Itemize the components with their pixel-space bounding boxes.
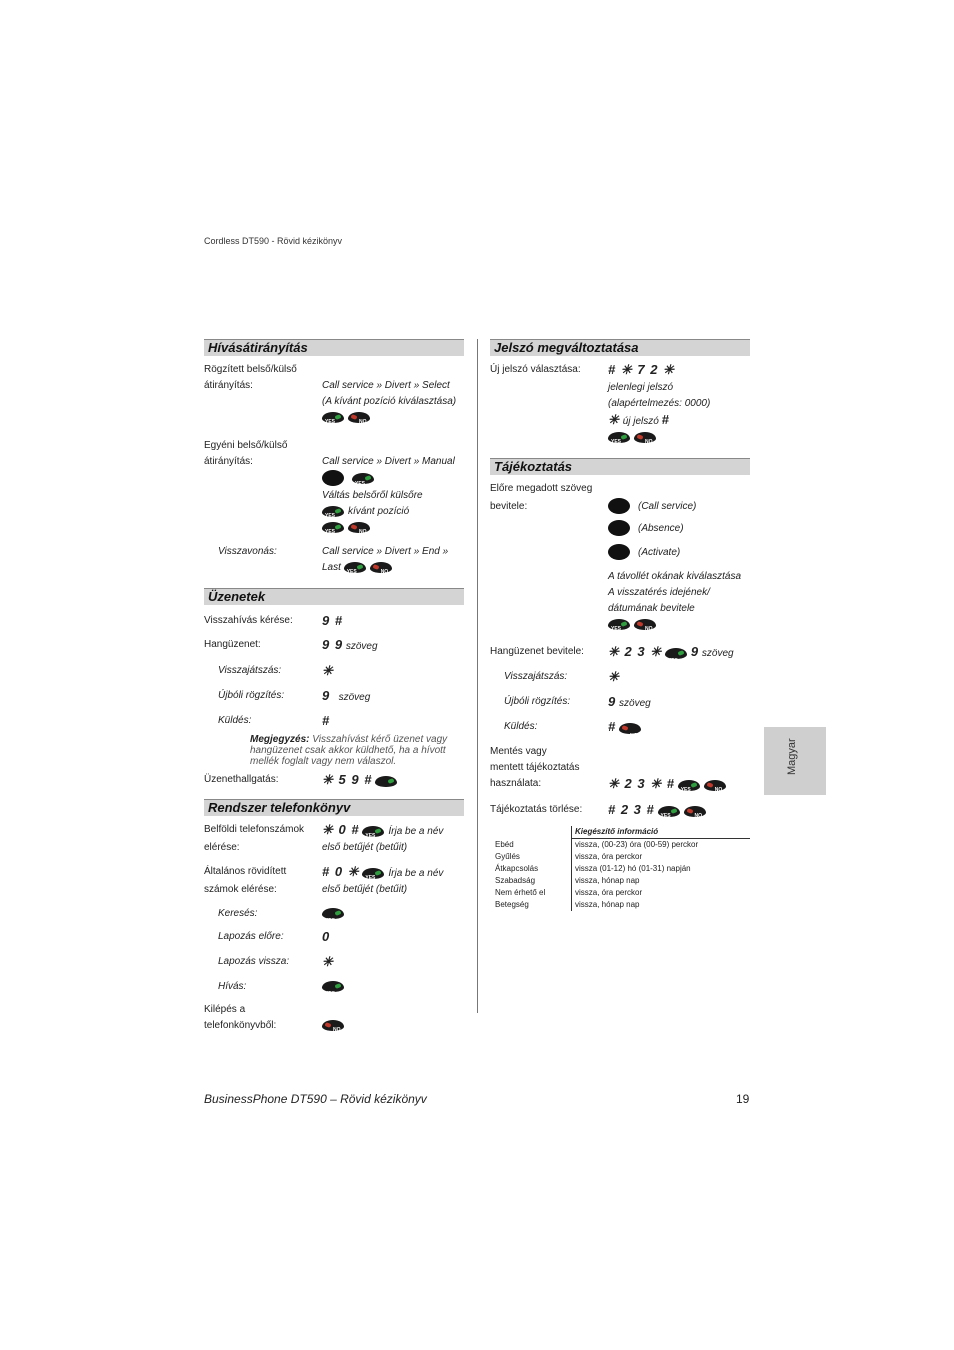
key-sequence: ✳ xyxy=(322,954,334,969)
table-cell: vissza, hónap nap xyxy=(575,876,640,885)
label: Hangüzenet bevitele: xyxy=(490,646,584,657)
label: Hívás: xyxy=(218,981,247,992)
yes-key-icon: YES xyxy=(352,473,374,484)
label: Küldés: xyxy=(504,721,538,732)
no-key-icon: NO xyxy=(370,562,392,573)
key-sequence: ✳ xyxy=(608,412,620,427)
value: Last xyxy=(322,562,341,573)
footer-title: BusinessPhone DT590 – Rövid kézikönyv xyxy=(204,1092,427,1106)
yes-key-icon: YES xyxy=(322,412,344,423)
label: Tájékoztatás törlése: xyxy=(490,804,583,815)
value: kívánt pozíció xyxy=(348,506,410,517)
yes-key-icon: YES xyxy=(678,780,700,791)
running-header: Cordless DT590 - Rövid kézikönyv xyxy=(204,236,343,246)
value: első betűjét (betűit) xyxy=(322,884,408,895)
label: mentett tájékoztatás xyxy=(490,762,580,773)
key-sequence: # 0 ✳ xyxy=(322,864,360,879)
table-cell: vissza, hónap nap xyxy=(575,900,640,909)
yes-key-icon: YES xyxy=(322,522,344,533)
key-sequence: ✳ 2 3 ✳ xyxy=(608,644,663,659)
key-sequence: ✳ 0 # xyxy=(322,822,360,837)
table-cell: vissza (01-12) hó (01-31) napján xyxy=(575,864,691,873)
value: Váltás belsőről külsőre xyxy=(322,490,423,501)
value: A távollét okának kiválasztása xyxy=(608,571,742,582)
section-title-hivasatiranyitas: Hívásátirányítás xyxy=(204,339,464,356)
label: Általános rövidített xyxy=(204,866,287,877)
value: (Absence) xyxy=(638,523,684,534)
value: szöveg xyxy=(701,648,734,659)
label: Lapozás vissza: xyxy=(218,956,290,967)
value: szöveg xyxy=(619,698,651,709)
language-label: Magyar xyxy=(786,738,798,775)
value: (alapértelmezés: 0000) xyxy=(608,398,711,409)
no-key-icon: NO xyxy=(704,780,726,791)
value: dátumának bevitele xyxy=(608,603,695,614)
label: bevitele: xyxy=(490,501,528,512)
key-sequence: # 2 3 # xyxy=(608,802,655,817)
value: Call service » Divert » Manual xyxy=(322,456,455,467)
table-cell: Nem érhető el xyxy=(495,888,546,897)
label: telefonkönyvből: xyxy=(204,1020,277,1031)
table-cell: vissza, (00-23) óra (00-59) perckor xyxy=(575,840,699,849)
label: Keresés: xyxy=(218,908,258,919)
label: Újbóli rögzítés: xyxy=(218,690,285,701)
nav-key-icon xyxy=(608,498,630,514)
table-cell: Gyűlés xyxy=(495,852,520,861)
label: Visszavonás: xyxy=(218,546,277,557)
value: első betűjét (betűit) xyxy=(322,842,408,853)
yes-key-icon: YES xyxy=(375,776,397,787)
label: Újbóli rögzítés: xyxy=(504,696,571,707)
yes-key-icon: YES xyxy=(608,432,630,443)
nav-key-icon xyxy=(608,520,630,536)
table-cell: Átkapcsolás xyxy=(495,864,539,873)
no-key-icon: NO xyxy=(634,619,656,630)
value: Call service » Divert » End » xyxy=(322,546,449,557)
table-header: Kiegészítő információ xyxy=(571,826,750,839)
value: (A kívánt pozíció kiválasztása) xyxy=(322,396,457,407)
label: használata: xyxy=(490,778,542,789)
key-sequence: 9 xyxy=(322,688,331,703)
nav-key-icon xyxy=(608,544,630,560)
label: Lapozás előre: xyxy=(218,931,284,942)
label: számok elérése: xyxy=(204,884,277,895)
language-tab xyxy=(764,727,826,795)
yes-key-icon: YES xyxy=(362,826,384,837)
value: (Activate) xyxy=(638,547,681,558)
label: átirányítás: xyxy=(204,380,253,391)
column-divider xyxy=(477,339,478,1013)
no-key-icon: NO xyxy=(322,1020,344,1031)
section-title-rendszer-telefonkonyv: Rendszer telefonkönyv xyxy=(204,799,464,816)
value: jelenlegi jelszó xyxy=(608,382,674,393)
label: Kilépés a xyxy=(204,1004,246,1015)
label: Visszajátszás: xyxy=(504,671,568,682)
table-cell: Betegség xyxy=(495,900,529,909)
label: Új jelszó választása: xyxy=(490,364,581,375)
section-title-uzenetek: Üzenetek xyxy=(204,588,464,605)
label: Rögzített belső/külső xyxy=(204,364,297,375)
yes-key-icon: YES xyxy=(322,506,344,517)
value: Call service » Divert » Select xyxy=(322,380,450,391)
section-title-tajekoztatas: Tájékoztatás xyxy=(490,458,750,475)
key-sequence: 9 xyxy=(690,644,700,659)
key-sequence: # xyxy=(608,719,617,734)
value: új jelszó xyxy=(622,416,659,427)
label: Visszajátszás: xyxy=(218,665,282,676)
label: Küldés: xyxy=(218,715,252,726)
key-sequence: # xyxy=(322,713,331,728)
key-sequence: ✳ 2 3 ✳ # xyxy=(608,776,675,791)
kiegeszito-table xyxy=(490,826,750,911)
table-cell: vissza, óra perckor xyxy=(575,852,643,861)
label: Egyéni belső/külső xyxy=(204,440,288,451)
key-sequence: # xyxy=(661,412,670,427)
table-cell: vissza, óra perckor xyxy=(575,888,643,897)
key-sequence: 9 xyxy=(608,694,617,709)
label: Előre megadott szöveg xyxy=(490,483,593,494)
label: Belföldi telefonszámok xyxy=(204,824,305,835)
value: A visszatérés idejének/ xyxy=(608,587,710,598)
right-column xyxy=(490,339,750,911)
value: szöveg xyxy=(338,692,371,703)
label: Visszahívás kérése: xyxy=(204,615,293,626)
left-column xyxy=(204,339,464,1034)
yes-key-icon: YES xyxy=(608,619,630,630)
label: elérése: xyxy=(204,842,240,853)
note: Megjegyzés: Visszahívást kérő üzenet vagy hangüzenet csak akkor küldhető, ha a hívott mellék foglalt vagy nem válaszol. xyxy=(250,734,448,767)
value: Írja be a név xyxy=(388,868,444,879)
yes-key-icon: YES xyxy=(322,908,344,919)
label: átirányítás: xyxy=(204,456,253,467)
label: Hangüzenet: xyxy=(204,639,261,650)
key-sequence: ✳ xyxy=(608,669,620,684)
value: (Call service) xyxy=(638,501,697,512)
no-key-icon: NO xyxy=(348,412,370,423)
yes-key-icon: YES xyxy=(322,981,344,992)
key-sequence: ✳ xyxy=(322,663,334,678)
key-sequence: 0 xyxy=(322,929,331,944)
value: Írja be a név xyxy=(388,826,444,837)
key-sequence: 9 # xyxy=(322,613,344,628)
key-sequence: 9 9 xyxy=(322,637,344,652)
label: Mentés vagy xyxy=(490,746,547,757)
table-cell: Szabadság xyxy=(495,876,536,885)
yes-key-icon: YES xyxy=(362,868,384,879)
value: szöveg xyxy=(345,641,378,652)
label: Üzenethallgatás: xyxy=(204,774,279,785)
nav-key-icon xyxy=(322,470,344,486)
yes-key-icon: YES xyxy=(344,562,366,573)
yes-key-icon: YES xyxy=(658,806,680,817)
no-key-icon: NO xyxy=(619,723,641,734)
yes-key-icon: YES xyxy=(665,648,687,659)
key-sequence: # ✳ 7 2 ✳ xyxy=(608,362,675,377)
page-number: 19 xyxy=(736,1092,750,1106)
no-key-icon: NO xyxy=(348,522,370,533)
section-title-jelszo: Jelszó megváltoztatása xyxy=(490,339,750,356)
table-cell: Ebéd xyxy=(495,840,514,849)
no-key-icon: NO xyxy=(634,432,656,443)
key-sequence: ✳ 5 9 # xyxy=(322,772,373,787)
no-key-icon: NO xyxy=(684,806,706,817)
